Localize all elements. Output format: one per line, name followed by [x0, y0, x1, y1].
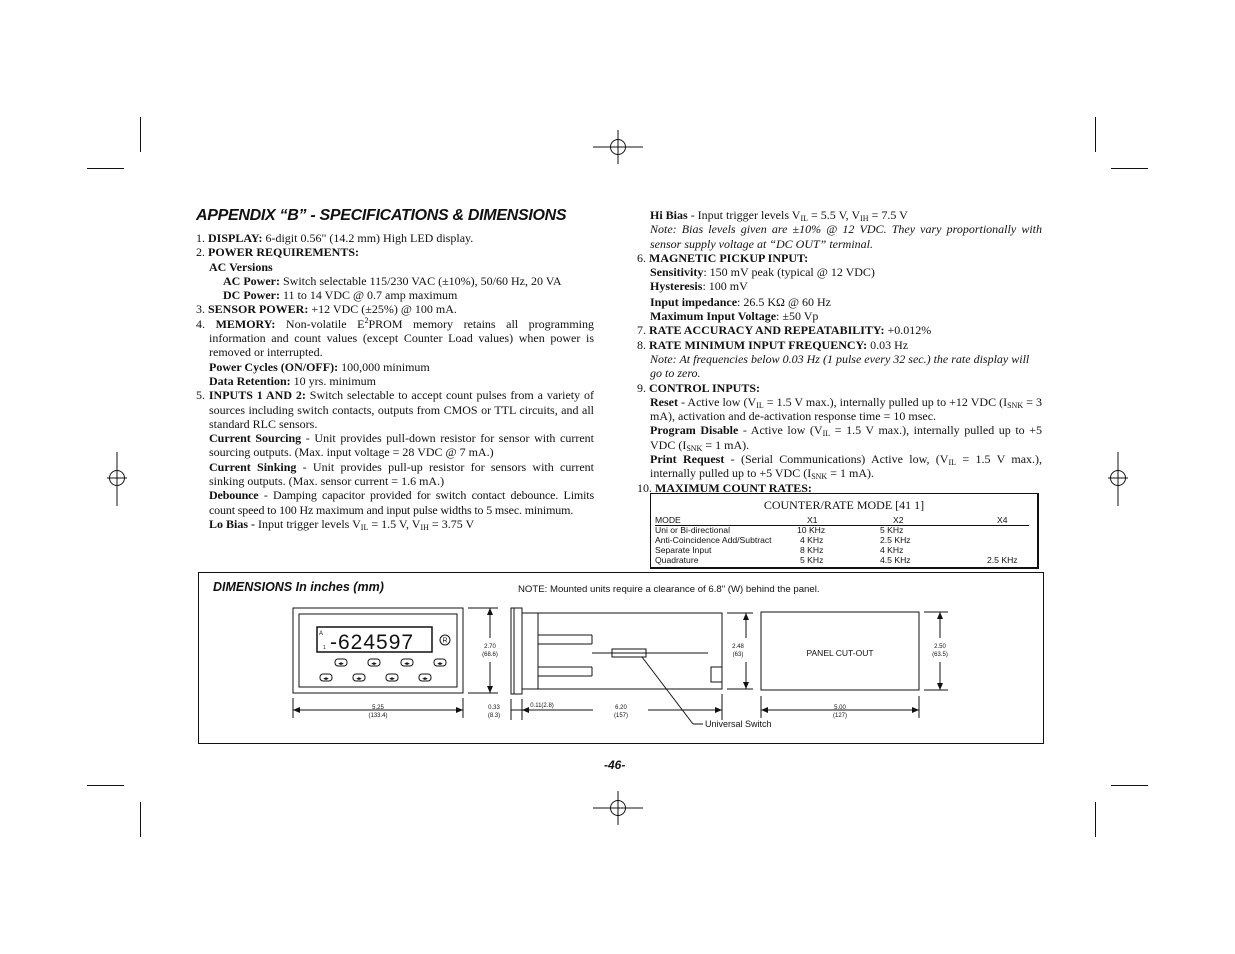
table-caption: COUNTER/RATE MODE [41 1]	[763, 498, 925, 512]
spec-input-impedance: Input impedance: 26.5 KΩ @ 60 Hz	[650, 294, 831, 309]
table-cell: 2.5 KHz	[880, 535, 911, 545]
dimensions-note: NOTE: Mounted units require a clearance of 6.8" (W) behind the panel.	[518, 584, 820, 595]
spec-magnetic-pickup: 6. MAGNETIC PICKUP INPUT:	[637, 250, 809, 265]
table-cell: 10 KHz	[797, 525, 826, 535]
spec-sensitivity: Sensitivity: 150 mV peak (typical @ 12 VDC)	[650, 265, 875, 280]
spec-dc-power: DC Power: 11 to 14 VDC @ 0.7 amp maximum	[223, 288, 458, 303]
spec-current-sinking: Current Sinking - Unit provides pull-up resistor for sensors with current sinking outputs. (Max. sensor current = 1.6 mA.)	[209, 459, 594, 489]
dim-cutout-width-mm: (127)	[832, 713, 848, 719]
table-cell: 4.5 KHz	[880, 555, 911, 565]
dim-cutout-width: 5.00	[834, 705, 846, 711]
dim-bezel-depth: 0.33	[488, 705, 500, 711]
spec-display: 1. DISPLAY: 6-digit 0.56" (14.2 mm) High LED display.	[196, 231, 474, 245]
registration-mark-bottom	[593, 791, 643, 825]
dim-body-height: 2.48	[732, 644, 744, 650]
terminal-block	[711, 667, 722, 682]
spec-hysteresis: Hysteresis: 100 mV	[650, 279, 748, 294]
table-cell: Uni or Bi-directional	[655, 525, 730, 535]
spec-control-inputs: 9. CONTROL INPUTS:	[637, 380, 761, 395]
spec-hi-bias: Hi Bias - Input trigger levels $V_{IL} = 5.5$ V, $V_{IH} = 7.5$ V	[650, 208, 908, 223]
spec-lo-bias: Lo Bias - Input trigger levels $V_{IL} = 1.5$ V, $V_{IH} = 3.75$ V	[209, 516, 475, 532]
button-glyph: ◂▸	[389, 676, 395, 682]
table-cell: 5 KHz	[800, 555, 824, 565]
crop-mark	[140, 802, 141, 837]
count-rate-table	[650, 493, 1039, 569]
spec-power-cycles: Power Cycles (ON/OFF): 100,000 minimum	[209, 359, 430, 374]
display-corner-digit: 1	[323, 645, 326, 651]
panel-cutout-label: PANEL CUT-OUT	[806, 648, 874, 658]
table-header: X4	[997, 515, 1008, 525]
crop-mark	[1095, 117, 1096, 152]
spec-data-retention: Data Retention: 10 yrs. minimum	[209, 373, 376, 388]
table-cell: Separate Input	[655, 545, 712, 555]
table-row	[655, 555, 1029, 565]
table-row	[655, 525, 1029, 535]
side-body	[522, 613, 722, 689]
registration-mark-left	[107, 452, 127, 506]
spec-power: 2. POWER REQUIREMENTS:	[196, 245, 360, 260]
button-glyph: ◂▸	[323, 676, 329, 682]
spec-rate-min-frequency: 8. RATE MINIMUM INPUT FREQUENCY: 0.03 Hz	[637, 337, 909, 352]
dim-cutout-height: 2.50	[934, 644, 946, 650]
dim-front-width: 5.25	[372, 705, 384, 711]
spec-current-sourcing: Current Sourcing - Unit provides pull-down resistor for sensor with current sourcing outputs. (Max. input voltage = 28 VDC @ 7 mA.)	[209, 431, 595, 460]
spec-ac-power: AC Power: Switch selectable 115/230 VAC (±10%), 50/60 Hz, 20 VA	[223, 273, 562, 288]
table-header: X2	[893, 515, 904, 525]
spec-max-input-voltage: Maximum Input Voltage: ±50 Vp	[650, 309, 819, 324]
spec-program-disable: Program Disable - Active low ($V_{IL} = 1.5$ V max.), internally pulled up to +5 VDC ($I_{SNK} = 1$ mA).	[650, 423, 1043, 453]
table-header: MODE	[655, 515, 681, 525]
button-glyph: ◂▸	[404, 661, 410, 667]
button-glyph: ◂▸	[422, 676, 428, 682]
spec-hi-bias-note: Note: Bias levels given are ±10% @ 12 VDC. They vary proportionally with sensor supply voltage at “DC OUT” terminal.	[650, 222, 1042, 251]
right-column	[637, 208, 1042, 495]
table-row	[655, 545, 1029, 555]
table-cell: 4 KHz	[800, 535, 824, 545]
crop-mark	[1111, 785, 1148, 786]
dim-body-depth-mm: (157)	[613, 713, 629, 719]
dim-front-height-mm: (68.6)	[482, 652, 498, 658]
table-cell: Quadrature	[655, 555, 699, 565]
universal-switch-label: Universal Switch	[705, 719, 772, 729]
dim-cutout-height-mm: (63.5)	[932, 652, 948, 658]
spec-print-request: Print Request - (Serial Communications) Active low, ($V_{IL} = 1.5$ V max.), internally pulled up to +5 VDC ($I_{SNK} = 1$ mA).	[650, 452, 1043, 482]
spec-sensor-power: 3. SENSOR POWER: +12 VDC (±25%) @ 100 mA.	[196, 302, 457, 317]
spec-rate-accuracy: 7. RATE ACCURACY AND REPEATABILITY: +0.012%	[637, 323, 932, 338]
table-cell: 2.5 KHz	[987, 555, 1018, 565]
table-cell: 5 KHz	[880, 525, 904, 535]
table-cell: Anti-Coincidence Add/Subtract	[655, 535, 772, 545]
button-glyph: ◂▸	[356, 676, 362, 682]
dim-panel-thickness: 0.11(2.8)	[530, 703, 554, 709]
dimensions-title: DIMENSIONS In inches (mm)	[213, 580, 384, 594]
crop-mark	[87, 785, 124, 786]
table-cell: 8 KHz	[800, 545, 824, 555]
dimensions-drawing	[198, 572, 1044, 744]
spec-ac-versions: AC Versions	[209, 259, 273, 274]
spec-inputs: 5. INPUTS 1 AND 2: Switch selectable to accept count pulses from a variety of sources including switch contacts, outputs from CMOS or TTL circuits, and all standard RLC sensors.	[196, 388, 595, 431]
display-reading: -624597	[330, 631, 415, 654]
spec-reset: Reset - Active low ($V_{IL} = 1.5$ V max.), internally pulled up to +12 VDC ($I_{SNK} = 3$ mA), activation and de-activation response time = 10 msec.	[650, 394, 1042, 424]
dim-bezel-depth-mm: (8.3)	[487, 713, 501, 719]
spec-rate-note: Note: At frequencies below 0.03 Hz (1 pulse every 32 sec.) the rate display will go to zero.	[650, 351, 1030, 381]
dim-front-width-mm: (133.4)	[368, 713, 388, 719]
button-glyph: ◂▸	[437, 661, 443, 667]
spec-debounce: Debounce - Damping capacitor provided for switch contact debounce. Limits count speed to 100 Hz maximum and input pulse widths to 5 msec. minimum.	[209, 488, 594, 517]
side-bezel	[511, 608, 522, 694]
left-column	[196, 231, 594, 531]
logo-letter: R	[442, 637, 448, 645]
button-glyph: ◂▸	[371, 661, 377, 667]
button-glyph: ◂▸	[338, 661, 344, 667]
table-row	[655, 535, 1029, 545]
crop-mark	[87, 168, 124, 169]
registration-mark-right	[1108, 452, 1128, 506]
crop-mark	[1095, 802, 1096, 837]
dim-front-height: 2.70	[484, 644, 496, 650]
page-title: APPENDIX “B” - SPECIFICATIONS & DIMENSIONS	[196, 207, 567, 224]
registration-mark-top	[593, 130, 643, 164]
spec-memory: 4. MEMORY: Non-volatile $E^2PROM$ memory retains all programming information and count values (except Counter Load values) when power is removed or interrupted.	[196, 315, 595, 360]
display-corner-letter: A	[319, 631, 324, 637]
crop-mark	[140, 117, 141, 152]
dim-body-depth: 6.20	[615, 705, 627, 711]
dim-body-height-mm: (63)	[732, 652, 744, 658]
spec-max-count-rates: 10. MAXIMUM COUNT RATES:	[637, 480, 812, 495]
table-header: X1	[807, 515, 818, 525]
page-number: -46-	[604, 758, 626, 772]
crop-mark	[1111, 168, 1148, 169]
table-cell: 4 KHz	[880, 545, 904, 555]
